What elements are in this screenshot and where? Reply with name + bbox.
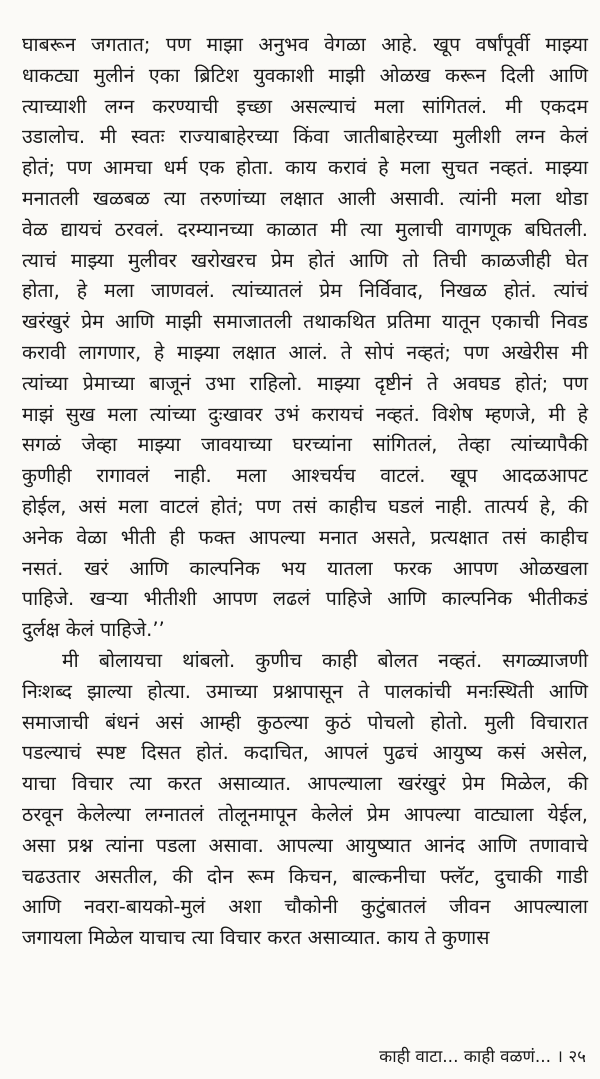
text-line: मनातली खळबळ त्या तरुणांच्या लक्षात आली असावी. त्यांनी मला थोडा [22,186,588,210]
text-line: समाजाची बंधनं असं आम्ही कुठल्या कुठं पोचलो होतो. मुली विचारात [22,710,588,734]
text-line: अनेक वेळा भीती ही फक्त आपल्या मनात असते, प्रत्यक्षात तसं काहीच [22,525,588,549]
text-line: त्याचं माझ्या मुलीवर खरोखरच प्रेम होतं आणि तो तिची काळजीही घेत [22,248,588,272]
text-line: होता, हे मला जाणवलं. त्यांच्यातलं प्रेम निर्विवाद, निखळ होतं. त्यांचं [22,279,588,303]
text-line: करावी लागणार, हे माझ्या लक्षात आलं. ते सोपं नव्हतं; पण अखेरीस मी [22,340,588,364]
text-line: कुणीही रागावलं नाही. मला आश्चर्यच वाटलं. खूप आदळआपट [22,464,588,488]
text-line: घाबरून जगतात; पण माझा अनुभव वेगळा आहे. खूप वर्षांपूर्वी माझ्या [22,33,588,56]
text-line: खरंखुरं प्रेम आणि माझी समाजातली तथाकथित प्रतिमा यातून एकाची निवड [22,310,588,334]
footer-separator: । [556,1047,563,1067]
text-line: माझं सुख मला त्यांच्या दुःखावर उभं करायचं नव्हतं. विशेष म्हणजे, मी हे [22,402,588,426]
text-line: पाहिजे. खऱ्या भीतीशी आपण लढलं पाहिजे आणि काल्पनिक भीतीकडं [22,587,588,611]
paragraph [22,646,588,954]
page-number: २५ [568,1047,586,1067]
text-line: त्यांच्या प्रेमाच्या बाजूनं उभा राहिलो. माझ्या दृष्टीनं ते अवघड होतं; पण [22,371,588,395]
text-line: निःशब्द झाल्या होत्या. उमाच्या प्रश्नापासून ते पालकांची मनःस्थिती आणि [22,679,588,703]
text-line: धाकट्या मुलीनं एका ब्रिटिश युवकाशी माझी ओळख करून दिली आणि [22,63,588,87]
text-line: असा प्रश्न त्यांना पडला असावा. आपल्या आयुष्यात आनंद आणि तणावाचे [22,833,588,857]
paragraph [22,30,588,646]
text-line: याचा विचार त्या करत असाव्यात. आपल्याला खरंखुरं प्रेम मिळेल, की [22,772,588,796]
text-line: होईल, असं मला वाटलं होतं; पण तसं काहीच घडलं नाही. तात्पर्य हे, की [22,494,588,518]
body-text [22,30,588,954]
text-line: वेळ द्यायचं ठरवलं. दरम्यानच्या काळात मी त्या मुलाची वागणूक बघितली. [22,217,588,241]
running-title: काही वाटा... काही वळणं... [379,1047,552,1067]
text-line: सगळं जेव्हा माझ्या जावयाच्या घरच्यांना सांगितलं, तेव्हा त्यांच्यापैकी [22,433,588,457]
text-line: त्याच्याशी लग्न करण्याची इच्छा असल्याचं मला सांगितलं. मी एकदम [22,94,588,118]
text-line: जगायला मिळेल याचाच त्या विचार करत असाव्यात. काय ते कुणास [22,926,490,950]
page-footer [379,1044,586,1067]
text-line: होतं; पण आमचा धर्म एक होता. काय करावं हे मला सुचत नव्हतं. माझ्या [22,156,588,180]
text-line: उडालोच. मी स्वतः राज्याबाहेरच्या किंवा जातीबाहेरच्या मुलीशी लग्न केलं [22,125,588,149]
text-line: आणि नवरा-बायको-मुलं अशा चौकोनी कुटुंबातलं जीवन आपल्याला [22,895,588,919]
text-line: नसतं. खरं आणि काल्पनिक भय यातला फरक आपण ओळखला [22,556,588,580]
text-line: चढउतार असतील, की दोन रूम किचन, बाल्कनीचा फ्लॅट, दुचाकी गाडी [22,864,588,888]
text-line: पडल्याचं स्पष्ट दिसत होतं. कदाचित, आपलं पुढचं आयुष्य कसं असेल, [22,741,588,765]
text-line: दुर्लक्ष केलं पाहिजे.’’ [22,618,165,642]
text-line: मी बोलायचा थांबलो. कुणीच काही बोलत नव्हतं. सगळ्याजणी [62,648,588,672]
text-line: ठरवून केलेल्या लग्नातलं तोलूनमापून केलेलं प्रेम आपल्या वाट्याला येईल, [22,802,588,826]
